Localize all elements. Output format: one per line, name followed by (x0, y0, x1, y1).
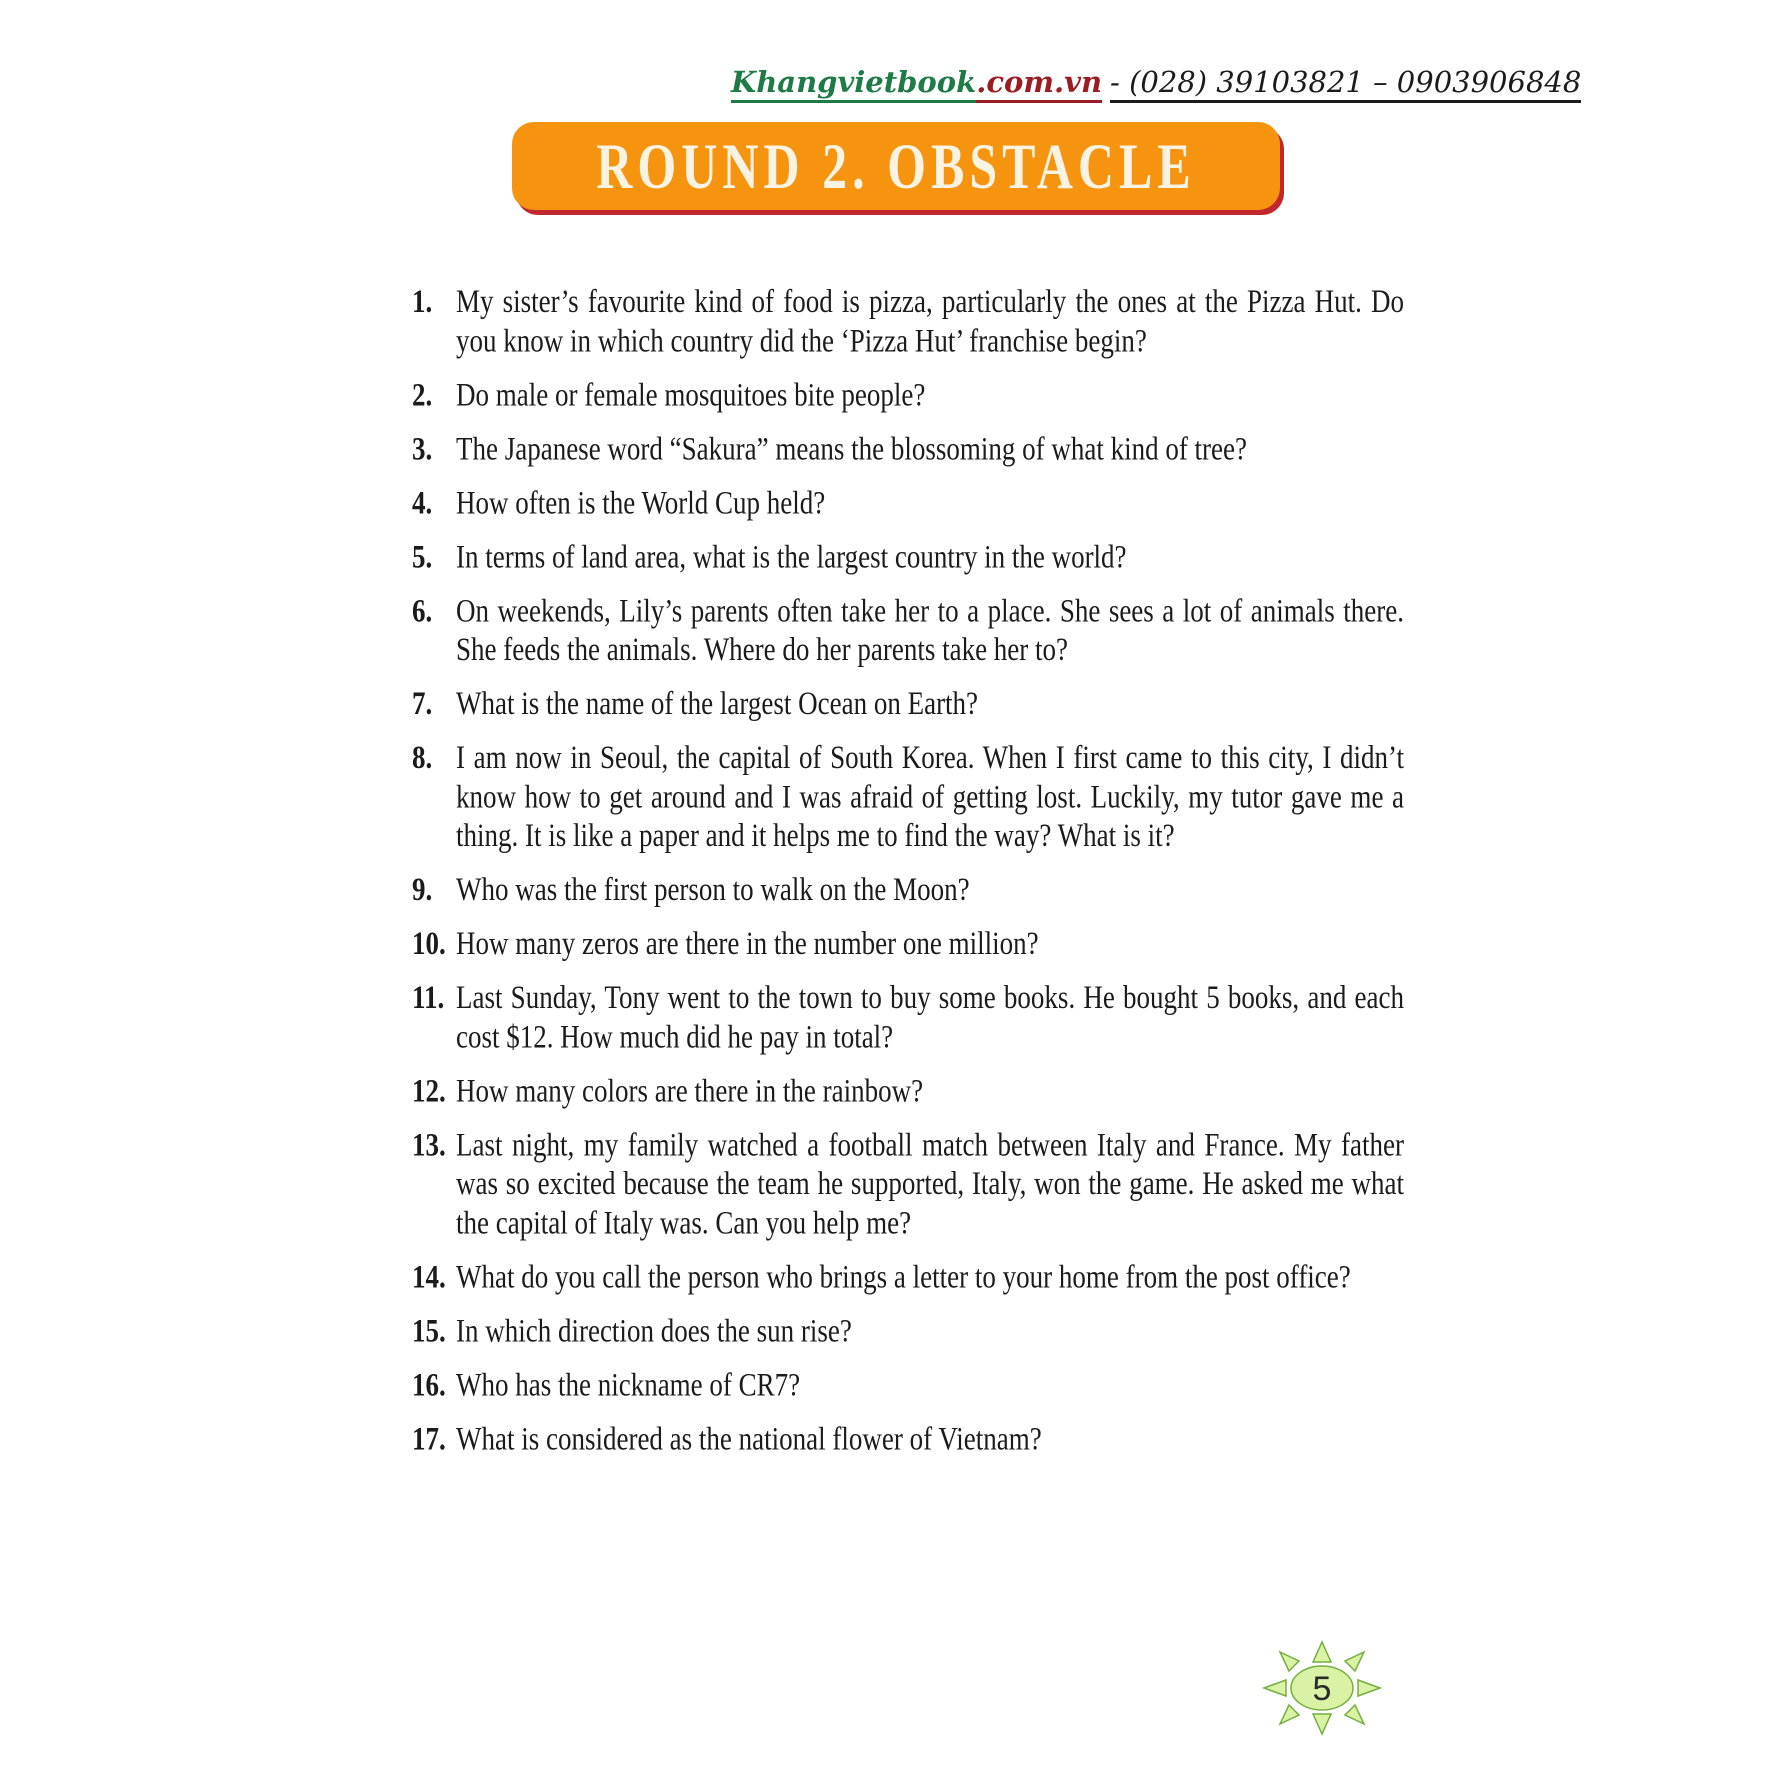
question-item (412, 1071, 1404, 1110)
question-number: 7. (412, 685, 433, 722)
question-text: What is the name of the largest Ocean on Earth? (456, 685, 979, 722)
sun-ray (1345, 1705, 1364, 1724)
sun-icon (1258, 1638, 1384, 1738)
question-item (412, 591, 1404, 669)
question-text: I am now in Seoul, the capital of South Korea. When I first came to this city, I didn’t know how to get around and I was afraid of getting lost. Luckily, my tutor gave me a thing. It is like a paper and it helps me to find the way? What is it? (456, 739, 1404, 854)
question-text: How often is the World Cup held? (456, 484, 826, 521)
site-name: Khangvietbook (731, 65, 976, 103)
question-text: On weekends, Lily’s parents often take her to a place. She sees a lot of animals there. She feeds the animals. Where do her parents take her to? (456, 592, 1404, 668)
question-item (412, 483, 1404, 522)
question-number: 8. (412, 739, 433, 776)
sun-ray (1313, 1642, 1331, 1662)
question-number: 12. (412, 1072, 446, 1109)
question-item (412, 870, 1404, 909)
header-contact-info: - (028) 39103821 – 0903906848 (1110, 65, 1581, 103)
question-item (412, 1257, 1404, 1296)
sun-ray (1280, 1705, 1299, 1724)
question-number: 1. (412, 283, 433, 320)
question-item (412, 1365, 1404, 1404)
question-number: 16. (412, 1366, 446, 1403)
question-item (412, 1419, 1404, 1458)
question-number: 4. (412, 484, 433, 521)
question-number: 15. (412, 1312, 446, 1349)
page-number-badge (1258, 1638, 1384, 1738)
question-number: 9. (412, 871, 433, 908)
question-number: 3. (412, 430, 433, 467)
section-title: ROUND 2. OBSTACLE (596, 129, 1196, 203)
question-number: 17. (412, 1420, 446, 1457)
question-text: My sister’s favourite kind of food is pizza, particularly the ones at the Pizza Hut. Do you know in which country did the ‘Pizza Hut’ franchise begin? (456, 283, 1404, 359)
question-text: What is considered as the national flower of Vietnam? (456, 1420, 1042, 1457)
question-list (412, 282, 1404, 1473)
question-text: Do male or female mosquitoes bite people? (456, 376, 926, 413)
question-item (412, 537, 1404, 576)
page-number: 5 (1312, 1670, 1332, 1708)
question-item (412, 1125, 1404, 1242)
question-number: 14. (412, 1258, 446, 1295)
question-item (412, 978, 1404, 1056)
site-header (731, 62, 1581, 102)
question-item (412, 684, 1404, 723)
question-text: How many zeros are there in the number one million? (456, 925, 1039, 962)
question-text: Who was the first person to walk on the Moon? (456, 871, 970, 908)
question-number: 6. (412, 592, 433, 629)
sun-ray (1358, 1680, 1380, 1696)
question-text: Who has the nickname of CR7? (456, 1366, 801, 1403)
question-text: Last night, my family watched a football match between Italy and France. My father was so excited because the team he supported, Italy, won the game. He asked me what the capital of Italy was. Can you help me? (456, 1126, 1404, 1241)
question-number: 5. (412, 538, 433, 575)
sun-ray (1313, 1714, 1331, 1734)
section-title-banner (512, 122, 1280, 210)
question-item (412, 924, 1404, 963)
question-text: How many colors are there in the rainbow? (456, 1072, 924, 1109)
question-number: 2. (412, 376, 433, 413)
question-item (412, 1311, 1404, 1350)
question-number: 10. (412, 925, 446, 962)
question-item (412, 375, 1404, 414)
sun-ray (1345, 1652, 1364, 1671)
question-text: In terms of land area, what is the largest country in the world? (456, 538, 1127, 575)
site-domain: .com.vn (976, 65, 1102, 103)
question-item (412, 738, 1404, 855)
question-text: The Japanese word “Sakura” means the blossoming of what kind of tree? (456, 430, 1248, 467)
question-number: 11. (412, 979, 445, 1016)
question-text: Last Sunday, Tony went to the town to buy some books. He bought 5 books, and each cost $12. How much did he pay in total? (456, 979, 1404, 1055)
question-number: 13. (412, 1126, 446, 1163)
question-item (412, 429, 1404, 468)
sun-ray (1280, 1652, 1299, 1671)
sun-ray (1264, 1680, 1286, 1696)
question-item (412, 282, 1404, 360)
question-text: What do you call the person who brings a letter to your home from the post office? (456, 1258, 1351, 1295)
question-text: In which direction does the sun rise? (456, 1312, 852, 1349)
